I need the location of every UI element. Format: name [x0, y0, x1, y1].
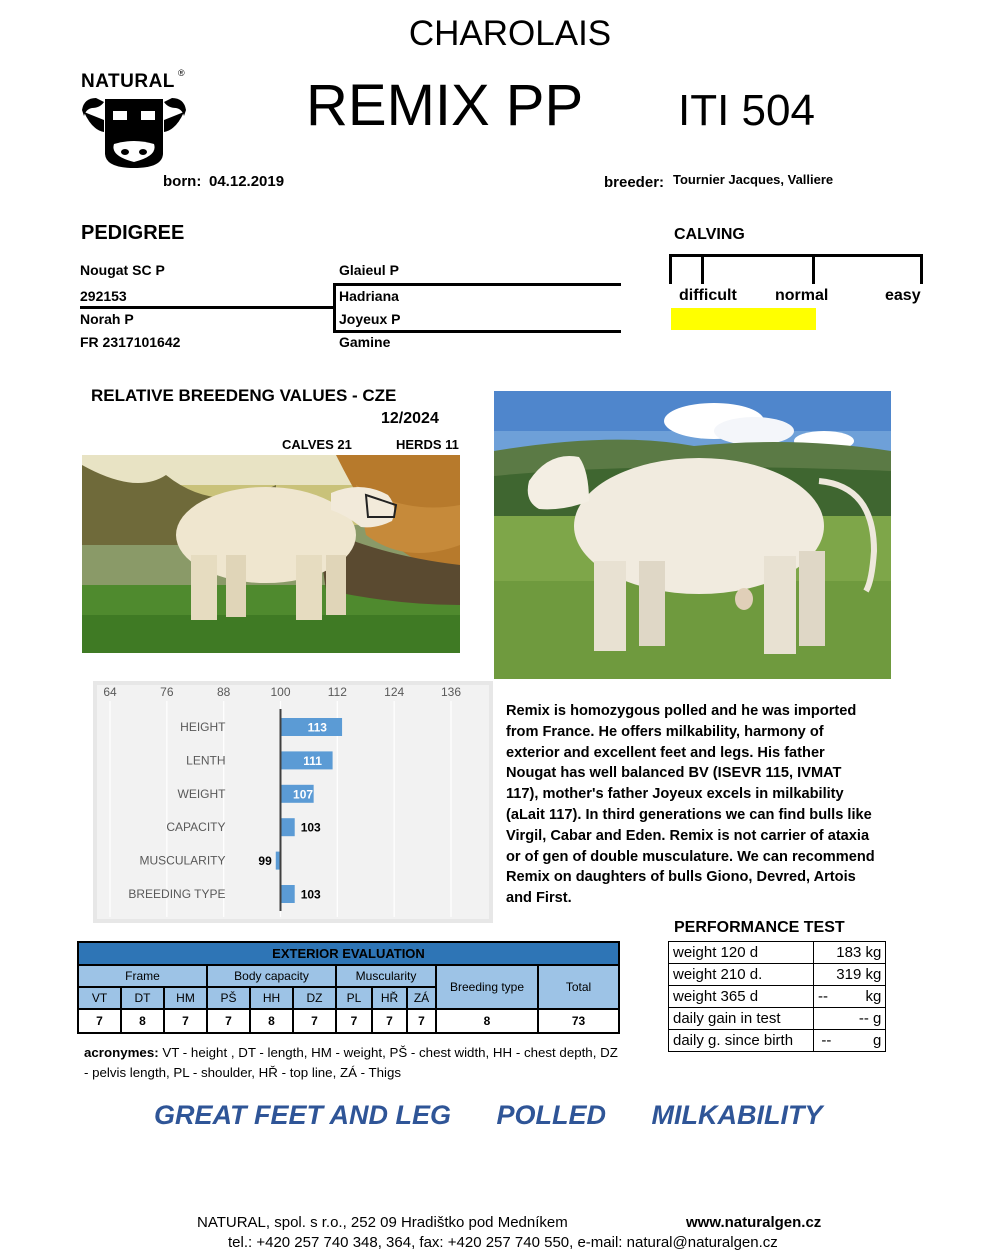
dam-name: Norah P — [80, 311, 134, 327]
bull-code: ITI 504 — [678, 86, 815, 135]
chart-bar — [281, 885, 295, 903]
bv-calves: CALVES 21 — [282, 437, 352, 452]
slogan-line — [154, 1100, 861, 1131]
logo-registered-mark: ® — [178, 68, 185, 78]
perf-row — [669, 942, 886, 964]
calving-title: CALVING — [674, 226, 745, 243]
col-dt: DT — [121, 987, 164, 1009]
calving-label-difficult: difficult — [679, 287, 737, 304]
chart-category-label: BREEDING TYPE — [128, 887, 226, 901]
chart-tick-label: 100 — [270, 685, 291, 699]
col-ps: PŠ — [207, 987, 250, 1009]
chart-data-label: 113 — [307, 720, 327, 735]
chart-tick-label: 76 — [160, 685, 174, 699]
perf-value: -- g — [814, 1030, 886, 1052]
dam-sire-name: Joyeux P — [339, 311, 401, 327]
calving-label-normal: normal — [775, 287, 829, 304]
calving-label-easy: easy — [885, 287, 921, 304]
val-hm: 7 — [164, 1009, 207, 1033]
chart-bar — [281, 818, 295, 836]
group-total: Total — [538, 965, 619, 1009]
sire-id: 292153 — [80, 288, 127, 304]
acronyms-label: acronymes: — [84, 1045, 159, 1060]
exterior-evaluation-table — [77, 941, 620, 1034]
group-frame: Frame — [78, 965, 207, 987]
exterior-title: EXTERIOR EVALUATION — [78, 942, 619, 965]
perf-value: -- kg — [814, 986, 886, 1008]
chart-category-label: CAPACITY — [166, 820, 226, 835]
perf-label: weight 365 d — [669, 986, 814, 1008]
chart-tick-label: 124 — [384, 685, 405, 699]
perf-label: weight 210 d. — [669, 964, 814, 986]
footer-contacts: tel.: +420 257 740 348, 364, fax: +420 257 740 550, e-mail: natural@naturalgen.cz — [228, 1234, 778, 1251]
chart-category-label: HEIGHT — [180, 720, 226, 734]
chart-tick-label: 64 — [103, 685, 117, 699]
group-breeding-type: Breeding type — [436, 965, 538, 1009]
chart-category-label: LENTH — [186, 753, 226, 768]
group-muscularity: Muscularity — [336, 965, 436, 987]
bull-name: REMIX PP — [306, 73, 584, 138]
logo-text: NATURAL — [81, 71, 175, 92]
val-total: 73 — [538, 1009, 619, 1033]
perf-row — [669, 1008, 886, 1030]
col-hr: HŘ — [372, 987, 407, 1009]
col-za: ZÁ — [407, 987, 436, 1009]
val-dt: 8 — [121, 1009, 164, 1033]
chart-data-label: 103 — [300, 820, 321, 835]
sire-sire-name: Glaieul P — [339, 262, 399, 278]
perf-label: weight 120 d — [669, 942, 814, 964]
val-hh: 8 — [250, 1009, 293, 1033]
bv-date: 12/2024 — [381, 410, 439, 427]
col-dz: DZ — [293, 987, 336, 1009]
sire-name: Nougat SC P — [80, 262, 165, 278]
acronyms-note — [84, 1043, 624, 1083]
calving-bar — [671, 308, 816, 330]
chart-tick-label: 136 — [440, 685, 462, 699]
col-pl: PL — [336, 987, 372, 1009]
footer-company: NATURAL, spol. s r.o., 252 09 Hradištko pod Medníkem — [197, 1214, 568, 1231]
chart-category-label: WEIGHT — [177, 786, 226, 801]
bull-description: Remix is homozygous polled and he was imported from France. He offers milkability, harmony of exterior and excellent feet and legs. His father Nougat has well balanced BV (ISEVR 115, IVMAT 117), mother's father Joyeux excels in milkability (aLait 117). In third generations we can find bulls like Virgil, Cabar and Eden. Remix is not carrier of ataxia or of gen of double musculature. We can recommend Remix on daughters of bulls Giono, Devred, Artois and First. — [506, 703, 875, 907]
performance-table — [668, 941, 886, 1052]
bv-title: RELATIVE BREEDENG VALUES - CZE — [91, 386, 397, 405]
born-label: born: — [163, 173, 202, 190]
chart-data-label: 111 — [303, 753, 322, 768]
val-breeding-type: 8 — [436, 1009, 538, 1033]
dam-id: FR 2317101642 — [80, 334, 181, 350]
val-dz: 7 — [293, 1009, 336, 1033]
chart-tick-label: 112 — [327, 685, 347, 699]
slogan-milkability: MILKABILITY — [651, 1100, 823, 1130]
val-ps: 7 — [207, 1009, 250, 1033]
dam-dam-name: Gamine — [339, 334, 391, 350]
slogan-feet-legs: GREAT FEET AND LEG — [154, 1100, 451, 1130]
born-value: 04.12.2019 — [209, 173, 285, 190]
val-za: 7 — [407, 1009, 436, 1033]
perf-value: -- g — [814, 1008, 886, 1030]
breeding-values-chart — [93, 681, 493, 923]
perf-row — [669, 964, 886, 986]
col-hm: HM — [164, 987, 207, 1009]
perf-label: daily gain in test — [669, 1008, 814, 1030]
breeder-label: breeder: — [604, 174, 665, 191]
bull-photo-main — [494, 391, 891, 679]
val-pl: 7 — [336, 1009, 372, 1033]
bull-head-icon — [78, 68, 190, 176]
breed-title: CHAROLAIS — [408, 14, 612, 53]
val-vt: 7 — [78, 1009, 121, 1033]
acronyms-text: VT - height , DT - length, HM - weight, PŠ - chest width, HH - chest depth, DZ - pelvis length, PL - shoulder, HŘ - top line, ZÁ - Thigs — [84, 1045, 618, 1080]
breeder-value: Tournier Jacques, Valliere — [673, 172, 834, 187]
group-body-capacity: Body capacity — [207, 965, 336, 987]
pedigree-title: PEDIGREE — [81, 222, 185, 244]
chart-category-label: MUSCULARITY — [139, 853, 226, 868]
chart-data-label: 107 — [293, 787, 314, 802]
col-hh: HH — [250, 987, 293, 1009]
sire-dam-name: Hadriana — [339, 288, 399, 304]
natural-logo — [78, 68, 190, 176]
col-vt: VT — [78, 987, 121, 1009]
slogan-polled: POLLED — [496, 1100, 607, 1130]
bull-photo-side — [76, 455, 460, 653]
perf-label: daily g. since birth — [669, 1030, 814, 1052]
footer-web-link[interactable]: www.naturalgen.cz — [686, 1214, 822, 1231]
perf-row — [669, 1030, 886, 1052]
chart-tick-label: 88 — [216, 685, 231, 699]
perf-value: 183 kg — [814, 942, 886, 964]
chart-data-label: 99 — [258, 854, 272, 869]
performance-title: PERFORMANCE TEST — [674, 919, 845, 936]
val-hr: 7 — [372, 1009, 407, 1033]
bv-herds: HERDS 11 — [396, 437, 459, 452]
chart-data-label: 103 — [300, 887, 321, 902]
perf-row — [669, 986, 886, 1008]
perf-value: 319 kg — [814, 964, 886, 986]
breeding-values-chart-svg — [93, 681, 493, 923]
